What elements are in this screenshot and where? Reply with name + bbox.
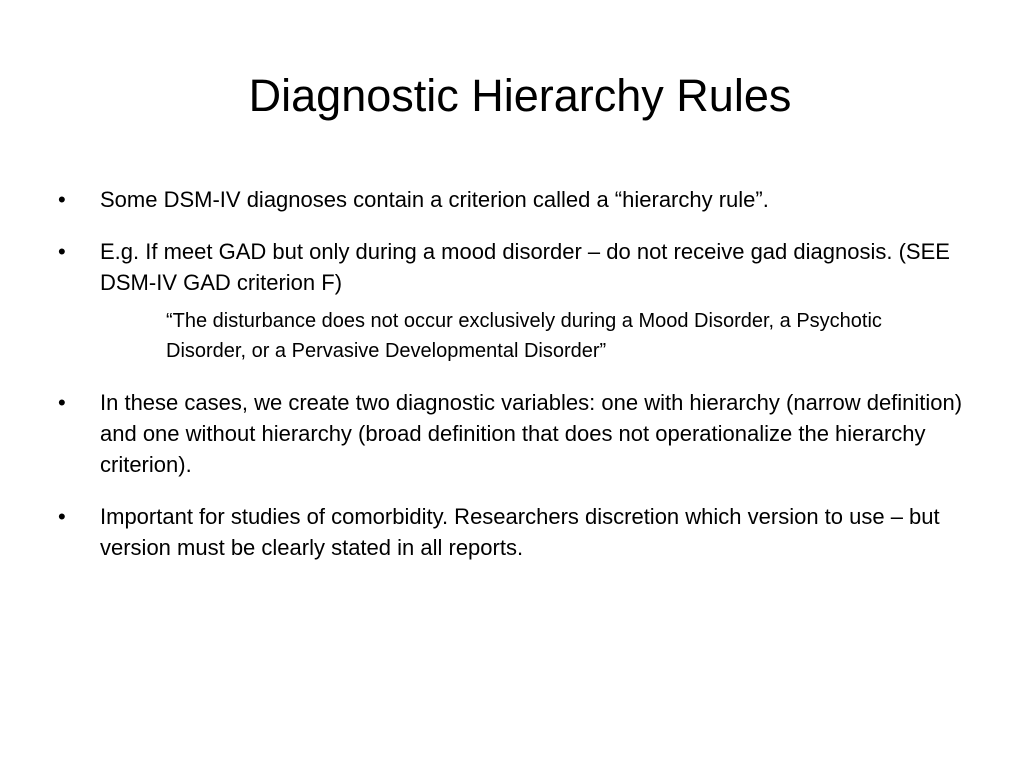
gad-criterion-quote: “The disturbance does not occur exclusively during a Mood Disorder, a Psychotic Disorder, or a Pervasive Developmental Disorder” <box>166 310 882 362</box>
bullet-text: Important for studies of comorbidity. Researchers discretion which version to use – but version must be clearly stated in all reports. <box>100 504 940 560</box>
bullet-text: E.g. If meet GAD but only during a mood disorder – do not receive gad diagnosis. (SEE DSM-IV GAD criterion F) <box>100 239 950 295</box>
bullet-icon: • <box>58 239 66 264</box>
bullet-icon: • <box>58 390 66 415</box>
bullet-item-comorbidity <box>58 501 968 563</box>
bullet-text: Some DSM-IV diagnoses contain a criterion called a “hierarchy rule”. <box>100 187 769 212</box>
bullet-icon: • <box>58 187 66 212</box>
bullet-item-hierarchy-rule <box>58 184 968 215</box>
bullet-text: In these cases, we create two diagnostic variables: one with hierarchy (narrow definition) and one without hierarchy (broad definition that does not operationalize the hierarchy criterion). <box>100 390 963 477</box>
bullet-list <box>58 184 968 563</box>
bullet-item-two-variables <box>58 387 968 480</box>
bullet-icon: • <box>58 504 66 529</box>
bullet-item-gad-example <box>58 236 968 366</box>
slide-title: Diagnostic Hierarchy Rules <box>248 70 792 121</box>
